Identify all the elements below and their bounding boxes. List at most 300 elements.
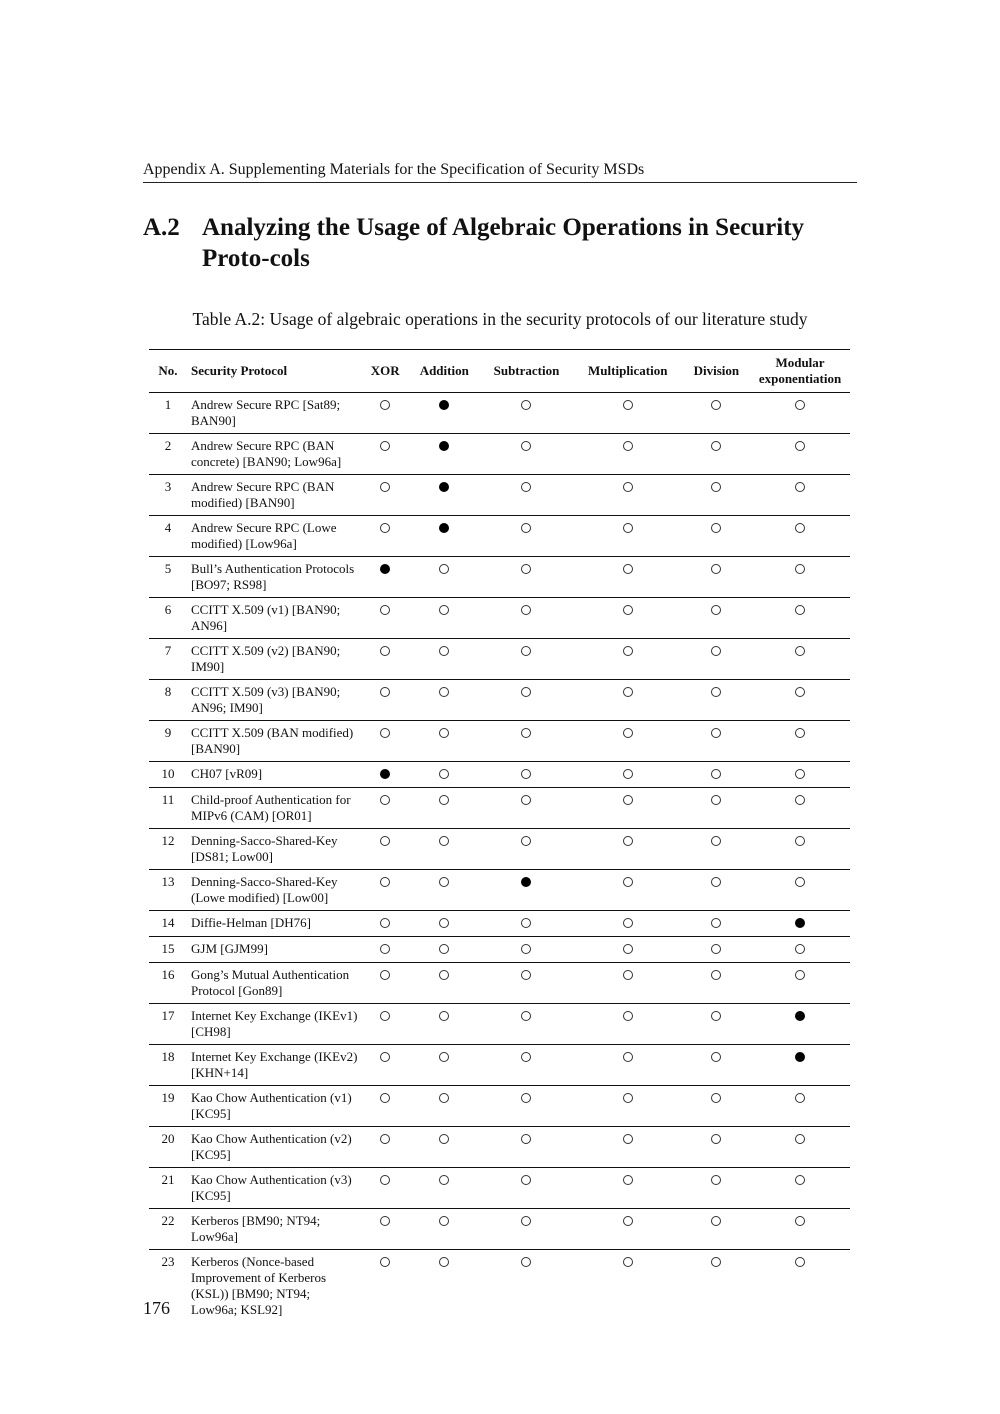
empty-circle-icon bbox=[439, 687, 449, 697]
row-number: 17 bbox=[161, 1008, 175, 1023]
empty-circle-icon bbox=[711, 605, 721, 615]
filled-circle-icon bbox=[795, 918, 805, 928]
empty-circle-icon bbox=[711, 687, 721, 697]
empty-circle-icon bbox=[711, 441, 721, 451]
cell-addition bbox=[408, 1168, 480, 1209]
empty-circle-icon bbox=[795, 728, 805, 738]
col-header-division: Division bbox=[693, 363, 740, 378]
empty-circle-icon bbox=[380, 482, 390, 492]
cell-modular-exponentiation bbox=[750, 1209, 850, 1250]
cell-subtraction bbox=[480, 598, 573, 639]
table-row bbox=[149, 1250, 850, 1323]
cell-subtraction bbox=[480, 963, 573, 1004]
cell-multiplication bbox=[573, 911, 683, 937]
empty-circle-icon bbox=[521, 1216, 531, 1226]
empty-circle-icon bbox=[380, 728, 390, 738]
empty-circle-icon bbox=[521, 1011, 531, 1021]
empty-circle-icon bbox=[795, 441, 805, 451]
row-number: 15 bbox=[161, 941, 175, 956]
cell-xor bbox=[362, 963, 408, 1004]
empty-circle-icon bbox=[439, 795, 449, 805]
cell-subtraction bbox=[480, 1004, 573, 1045]
cell-addition bbox=[408, 1004, 480, 1045]
empty-circle-icon bbox=[380, 523, 390, 533]
empty-circle-icon bbox=[711, 1216, 721, 1226]
empty-circle-icon bbox=[521, 728, 531, 738]
empty-circle-icon bbox=[521, 795, 531, 805]
table-body bbox=[149, 393, 850, 1323]
cell-multiplication bbox=[573, 788, 683, 829]
empty-circle-icon bbox=[521, 523, 531, 533]
table-row bbox=[149, 829, 850, 870]
table-row bbox=[149, 911, 850, 937]
filled-circle-icon bbox=[380, 564, 390, 574]
protocol-name: Andrew Secure RPC (Lowe modified) [Low96a] bbox=[191, 520, 337, 551]
empty-circle-icon bbox=[795, 646, 805, 656]
empty-circle-icon bbox=[521, 1093, 531, 1103]
empty-circle-icon bbox=[521, 400, 531, 410]
cell-subtraction bbox=[480, 475, 573, 516]
protocol-name: CCITT X.509 (v3) [BAN90; AN96; IM90] bbox=[191, 684, 341, 715]
cell-multiplication bbox=[573, 870, 683, 911]
empty-circle-icon bbox=[711, 1052, 721, 1062]
cell-xor bbox=[362, 1045, 408, 1086]
filled-circle-icon bbox=[380, 769, 390, 779]
empty-circle-icon bbox=[521, 564, 531, 574]
empty-circle-icon bbox=[795, 564, 805, 574]
protocol-name: CCITT X.509 (BAN modified) [BAN90] bbox=[191, 725, 354, 756]
col-header-multiplication: Multiplication bbox=[588, 363, 668, 378]
table-row bbox=[149, 475, 850, 516]
cell-division bbox=[683, 870, 750, 911]
empty-circle-icon bbox=[795, 944, 805, 954]
cell-modular-exponentiation bbox=[750, 1004, 850, 1045]
row-number: 22 bbox=[161, 1213, 175, 1228]
cell-xor bbox=[362, 870, 408, 911]
empty-circle-icon bbox=[623, 1175, 633, 1185]
cell-division bbox=[683, 1127, 750, 1168]
cell-xor bbox=[362, 1086, 408, 1127]
empty-circle-icon bbox=[711, 795, 721, 805]
cell-division bbox=[683, 680, 750, 721]
empty-circle-icon bbox=[439, 918, 449, 928]
cell-addition bbox=[408, 434, 480, 475]
empty-circle-icon bbox=[380, 687, 390, 697]
cell-division bbox=[683, 1086, 750, 1127]
row-number: 10 bbox=[161, 766, 175, 781]
empty-circle-icon bbox=[623, 482, 633, 492]
section-number: A.2 bbox=[143, 214, 180, 241]
empty-circle-icon bbox=[623, 1011, 633, 1021]
empty-circle-icon bbox=[380, 944, 390, 954]
empty-circle-icon bbox=[380, 646, 390, 656]
table-row bbox=[149, 937, 850, 963]
cell-subtraction bbox=[480, 639, 573, 680]
cell-multiplication bbox=[573, 598, 683, 639]
empty-circle-icon bbox=[439, 1011, 449, 1021]
empty-circle-icon bbox=[623, 687, 633, 697]
row-number: 11 bbox=[161, 792, 175, 807]
cell-modular-exponentiation bbox=[750, 557, 850, 598]
empty-circle-icon bbox=[521, 482, 531, 492]
empty-circle-icon bbox=[439, 1257, 449, 1267]
col-header-modular-exponentiation: Modular exponentiation bbox=[758, 355, 842, 386]
cell-division bbox=[683, 788, 750, 829]
empty-circle-icon bbox=[439, 1052, 449, 1062]
cell-multiplication bbox=[573, 829, 683, 870]
cell-multiplication bbox=[573, 639, 683, 680]
cell-addition bbox=[408, 475, 480, 516]
row-number: 16 bbox=[161, 967, 175, 982]
table-row bbox=[149, 393, 850, 434]
cell-xor bbox=[362, 680, 408, 721]
row-number: 20 bbox=[161, 1131, 175, 1146]
cell-multiplication bbox=[573, 721, 683, 762]
protocol-name: Internet Key Exchange (IKEv2) [KHN+14] bbox=[191, 1049, 358, 1080]
protocol-name: CCITT X.509 (v2) [BAN90; IM90] bbox=[191, 643, 341, 674]
cell-subtraction bbox=[480, 1168, 573, 1209]
empty-circle-icon bbox=[439, 877, 449, 887]
cell-modular-exponentiation bbox=[750, 963, 850, 1004]
cell-subtraction bbox=[480, 1250, 573, 1323]
table-row bbox=[149, 1209, 850, 1250]
empty-circle-icon bbox=[380, 1134, 390, 1144]
empty-circle-icon bbox=[380, 918, 390, 928]
table-row bbox=[149, 557, 850, 598]
cell-addition bbox=[408, 516, 480, 557]
cell-addition bbox=[408, 762, 480, 788]
protocol-name: Kerberos [BM90; NT94; Low96a] bbox=[191, 1213, 321, 1244]
cell-modular-exponentiation bbox=[750, 721, 850, 762]
row-number: 6 bbox=[164, 602, 172, 617]
cell-xor bbox=[362, 557, 408, 598]
empty-circle-icon bbox=[795, 1175, 805, 1185]
protocol-name: Kao Chow Authentication (v2) [KC95] bbox=[191, 1131, 352, 1162]
cell-addition bbox=[408, 911, 480, 937]
empty-circle-icon bbox=[711, 1257, 721, 1267]
row-number: 21 bbox=[161, 1172, 175, 1187]
cell-multiplication bbox=[573, 1127, 683, 1168]
empty-circle-icon bbox=[623, 441, 633, 451]
cell-xor bbox=[362, 937, 408, 963]
cell-multiplication bbox=[573, 516, 683, 557]
cell-subtraction bbox=[480, 762, 573, 788]
protocol-name: CCITT X.509 (v1) [BAN90; AN96] bbox=[191, 602, 341, 633]
empty-circle-icon bbox=[795, 1216, 805, 1226]
filled-circle-icon bbox=[439, 523, 449, 533]
table-row bbox=[149, 1127, 850, 1168]
row-number: 1 bbox=[164, 397, 172, 412]
empty-circle-icon bbox=[711, 1175, 721, 1185]
cell-xor bbox=[362, 762, 408, 788]
cell-addition bbox=[408, 1250, 480, 1323]
empty-circle-icon bbox=[521, 1052, 531, 1062]
cell-modular-exponentiation bbox=[750, 598, 850, 639]
cell-xor bbox=[362, 434, 408, 475]
cell-modular-exponentiation bbox=[750, 1086, 850, 1127]
cell-addition bbox=[408, 870, 480, 911]
protocol-name: Internet Key Exchange (IKEv1) [CH98] bbox=[191, 1008, 358, 1039]
cell-subtraction bbox=[480, 721, 573, 762]
cell-division bbox=[683, 557, 750, 598]
empty-circle-icon bbox=[521, 944, 531, 954]
cell-modular-exponentiation bbox=[750, 434, 850, 475]
empty-circle-icon bbox=[711, 564, 721, 574]
empty-circle-icon bbox=[623, 1093, 633, 1103]
cell-subtraction bbox=[480, 1086, 573, 1127]
cell-xor bbox=[362, 516, 408, 557]
empty-circle-icon bbox=[795, 523, 805, 533]
empty-circle-icon bbox=[380, 970, 390, 980]
empty-circle-icon bbox=[623, 605, 633, 615]
empty-circle-icon bbox=[623, 795, 633, 805]
empty-circle-icon bbox=[380, 441, 390, 451]
table-row bbox=[149, 680, 850, 721]
empty-circle-icon bbox=[439, 944, 449, 954]
cell-addition bbox=[408, 829, 480, 870]
table-row bbox=[149, 762, 850, 788]
col-header-xor: XOR bbox=[370, 363, 400, 378]
cell-subtraction bbox=[480, 1209, 573, 1250]
empty-circle-icon bbox=[439, 564, 449, 574]
cell-multiplication bbox=[573, 1168, 683, 1209]
cell-division bbox=[683, 911, 750, 937]
empty-circle-icon bbox=[623, 1257, 633, 1267]
protocol-name: Kerberos (Nonce-based Improvement of Kerberos (KSL)) [BM90; NT94; Low96a; KSL92] bbox=[191, 1254, 327, 1317]
row-number: 3 bbox=[164, 479, 172, 494]
cell-multiplication bbox=[573, 434, 683, 475]
cell-modular-exponentiation bbox=[750, 870, 850, 911]
table-row bbox=[149, 1045, 850, 1086]
empty-circle-icon bbox=[521, 836, 531, 846]
empty-circle-icon bbox=[380, 1175, 390, 1185]
empty-circle-icon bbox=[795, 1134, 805, 1144]
cell-xor bbox=[362, 1250, 408, 1323]
cell-division bbox=[683, 829, 750, 870]
protocol-name: CH07 [vR09] bbox=[191, 766, 263, 781]
row-number: 5 bbox=[164, 561, 172, 576]
empty-circle-icon bbox=[623, 918, 633, 928]
cell-xor bbox=[362, 829, 408, 870]
cell-subtraction bbox=[480, 516, 573, 557]
protocol-name: Diffie-Helman [DH76] bbox=[191, 915, 311, 930]
cell-addition bbox=[408, 598, 480, 639]
empty-circle-icon bbox=[711, 523, 721, 533]
empty-circle-icon bbox=[380, 1011, 390, 1021]
empty-circle-icon bbox=[711, 482, 721, 492]
empty-circle-icon bbox=[380, 400, 390, 410]
empty-circle-icon bbox=[795, 605, 805, 615]
cell-xor bbox=[362, 721, 408, 762]
empty-circle-icon bbox=[439, 1134, 449, 1144]
cell-subtraction bbox=[480, 393, 573, 434]
empty-circle-icon bbox=[795, 1257, 805, 1267]
table-row bbox=[149, 721, 850, 762]
cell-modular-exponentiation bbox=[750, 762, 850, 788]
empty-circle-icon bbox=[623, 970, 633, 980]
cell-multiplication bbox=[573, 393, 683, 434]
cell-subtraction bbox=[480, 870, 573, 911]
protocol-name: Andrew Secure RPC (BAN modified) [BAN90] bbox=[191, 479, 335, 510]
empty-circle-icon bbox=[623, 944, 633, 954]
cell-modular-exponentiation bbox=[750, 911, 850, 937]
filled-circle-icon bbox=[439, 441, 449, 451]
empty-circle-icon bbox=[711, 970, 721, 980]
empty-circle-icon bbox=[380, 1257, 390, 1267]
cell-modular-exponentiation bbox=[750, 829, 850, 870]
cell-addition bbox=[408, 639, 480, 680]
empty-circle-icon bbox=[795, 687, 805, 697]
empty-circle-icon bbox=[711, 1093, 721, 1103]
row-number: 23 bbox=[161, 1254, 175, 1269]
empty-circle-icon bbox=[380, 795, 390, 805]
protocol-name: Bull’s Authentication Protocols [BO97; RS98] bbox=[191, 561, 355, 592]
cell-xor bbox=[362, 788, 408, 829]
empty-circle-icon bbox=[439, 1175, 449, 1185]
empty-circle-icon bbox=[795, 1093, 805, 1103]
cell-modular-exponentiation bbox=[750, 1127, 850, 1168]
empty-circle-icon bbox=[380, 605, 390, 615]
empty-circle-icon bbox=[439, 836, 449, 846]
empty-circle-icon bbox=[711, 944, 721, 954]
empty-circle-icon bbox=[380, 877, 390, 887]
cell-addition bbox=[408, 393, 480, 434]
cell-addition bbox=[408, 680, 480, 721]
row-number: 7 bbox=[164, 643, 172, 658]
empty-circle-icon bbox=[521, 1257, 531, 1267]
cell-division bbox=[683, 516, 750, 557]
empty-circle-icon bbox=[521, 687, 531, 697]
cell-multiplication bbox=[573, 762, 683, 788]
cell-xor bbox=[362, 1209, 408, 1250]
empty-circle-icon bbox=[521, 605, 531, 615]
cell-addition bbox=[408, 721, 480, 762]
cell-modular-exponentiation bbox=[750, 937, 850, 963]
cell-division bbox=[683, 434, 750, 475]
cell-division bbox=[683, 1004, 750, 1045]
empty-circle-icon bbox=[711, 877, 721, 887]
table-row bbox=[149, 1004, 850, 1045]
empty-circle-icon bbox=[795, 877, 805, 887]
table-row bbox=[149, 963, 850, 1004]
empty-circle-icon bbox=[380, 1052, 390, 1062]
empty-circle-icon bbox=[521, 769, 531, 779]
cell-xor bbox=[362, 598, 408, 639]
cell-xor bbox=[362, 1004, 408, 1045]
filled-circle-icon bbox=[795, 1011, 805, 1021]
cell-xor bbox=[362, 911, 408, 937]
empty-circle-icon bbox=[623, 564, 633, 574]
cell-division bbox=[683, 1168, 750, 1209]
empty-circle-icon bbox=[711, 918, 721, 928]
cell-addition bbox=[408, 557, 480, 598]
cell-addition bbox=[408, 963, 480, 1004]
empty-circle-icon bbox=[711, 646, 721, 656]
cell-subtraction bbox=[480, 434, 573, 475]
cell-xor bbox=[362, 1127, 408, 1168]
empty-circle-icon bbox=[795, 769, 805, 779]
cell-subtraction bbox=[480, 937, 573, 963]
empty-circle-icon bbox=[521, 1134, 531, 1144]
empty-circle-icon bbox=[623, 836, 633, 846]
row-number: 19 bbox=[161, 1090, 175, 1105]
cell-addition bbox=[408, 1209, 480, 1250]
protocol-name: GJM [GJM99] bbox=[191, 941, 268, 956]
cell-subtraction bbox=[480, 829, 573, 870]
row-number: 12 bbox=[161, 833, 175, 848]
cell-subtraction bbox=[480, 1045, 573, 1086]
cell-multiplication bbox=[573, 475, 683, 516]
cell-modular-exponentiation bbox=[750, 475, 850, 516]
empty-circle-icon bbox=[711, 1134, 721, 1144]
empty-circle-icon bbox=[439, 970, 449, 980]
cell-multiplication bbox=[573, 680, 683, 721]
cell-xor bbox=[362, 475, 408, 516]
cell-division bbox=[683, 1250, 750, 1323]
cell-subtraction bbox=[480, 1127, 573, 1168]
cell-addition bbox=[408, 1086, 480, 1127]
row-number: 4 bbox=[164, 520, 172, 535]
protocol-name: Andrew Secure RPC (BAN concrete) [BAN90; Low96a] bbox=[191, 438, 342, 469]
empty-circle-icon bbox=[711, 1011, 721, 1021]
row-number: 18 bbox=[161, 1049, 175, 1064]
empty-circle-icon bbox=[711, 769, 721, 779]
cell-modular-exponentiation bbox=[750, 1168, 850, 1209]
row-number: 13 bbox=[161, 874, 175, 889]
empty-circle-icon bbox=[623, 1216, 633, 1226]
filled-circle-icon bbox=[439, 482, 449, 492]
empty-circle-icon bbox=[521, 1175, 531, 1185]
empty-circle-icon bbox=[795, 970, 805, 980]
cell-subtraction bbox=[480, 557, 573, 598]
table-row bbox=[149, 788, 850, 829]
filled-circle-icon bbox=[795, 1052, 805, 1062]
cell-modular-exponentiation bbox=[750, 639, 850, 680]
empty-circle-icon bbox=[623, 646, 633, 656]
table-row bbox=[149, 1086, 850, 1127]
empty-circle-icon bbox=[439, 646, 449, 656]
cell-division bbox=[683, 1045, 750, 1086]
cell-multiplication bbox=[573, 1045, 683, 1086]
protocol-name: Denning-Sacco-Shared-Key [DS81; Low00] bbox=[191, 833, 338, 864]
empty-circle-icon bbox=[521, 646, 531, 656]
protocol-name: Denning-Sacco-Shared-Key (Lowe modified) [Low00] bbox=[191, 874, 338, 905]
cell-multiplication bbox=[573, 1250, 683, 1323]
cell-division bbox=[683, 598, 750, 639]
cell-addition bbox=[408, 788, 480, 829]
cell-xor bbox=[362, 639, 408, 680]
cell-multiplication bbox=[573, 557, 683, 598]
cell-subtraction bbox=[480, 788, 573, 829]
cell-subtraction bbox=[480, 911, 573, 937]
cell-multiplication bbox=[573, 1004, 683, 1045]
operations-table bbox=[149, 349, 850, 1322]
table-row bbox=[149, 1168, 850, 1209]
protocol-name: Andrew Secure RPC [Sat89; BAN90] bbox=[191, 397, 341, 428]
empty-circle-icon bbox=[711, 400, 721, 410]
cell-division bbox=[683, 762, 750, 788]
cell-division bbox=[683, 1209, 750, 1250]
empty-circle-icon bbox=[521, 441, 531, 451]
cell-addition bbox=[408, 937, 480, 963]
page-number: 176 bbox=[143, 1298, 170, 1318]
cell-multiplication bbox=[573, 1086, 683, 1127]
cell-division bbox=[683, 639, 750, 680]
cell-division bbox=[683, 721, 750, 762]
table-row bbox=[149, 434, 850, 475]
section-title: Analyzing the Usage of Algebraic Operations in Security Proto-cols bbox=[202, 214, 805, 272]
table-row bbox=[149, 598, 850, 639]
